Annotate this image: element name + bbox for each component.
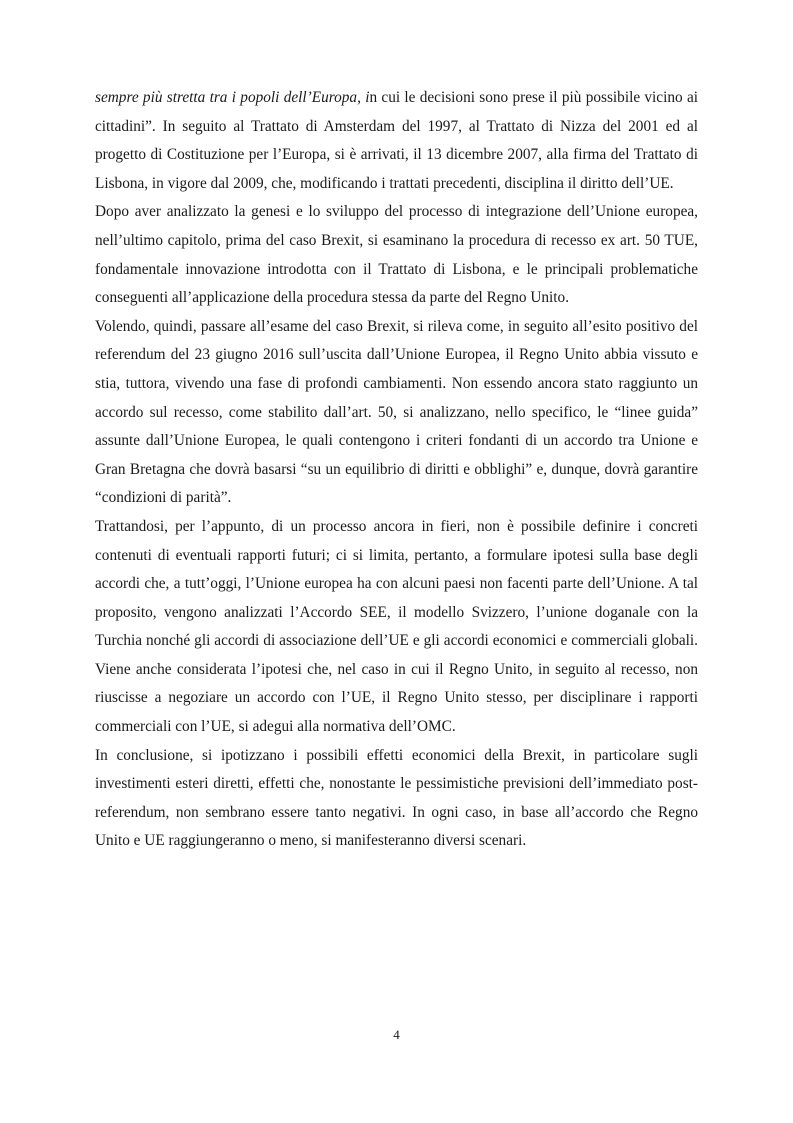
paragraph-4: Trattandosi, per l’appunto, di un processo ancora in fieri, non è possibile definire i concreti contenuti di eventuali rapporti futuri; ci si limita, pertanto, a formulare ipotesi sulla base degli accordi che, a tutt’oggi, l’Unione europea ha con alcuni paesi non facenti parte dell’Unione. A tal proposito, vengono analizzati l’Accordo SEE, il modello Svizzero, l’unione doganale con la Turchia nonché gli accordi di associazione dell’UE e gli accordi economici e commerciali globali. Viene anche considerata l’ipotesi che, nel caso in cui il Regno Unito, in seguito al recesso, non riuscisse a negoziare un accordo con l’UE, il Regno Unito stesso, per disciplinare i rapporti commerciali con l’UE, si adegui alla normativa dell’OMC. [95,517,698,736]
paragraph-1-text: n cui le decisioni sono prese il più possibile vicino ai cittadini”. In seguito al Trattato di Amsterdam del 1997, al Trattato di Nizza del 2001 ed al progetto di Costituzione per l’Europa, si è arrivati, il 13 dicembre 2007, alla firma del Trattato di Lisbona, in vigore dal 2009, che, modificando i trattati precedenti, disciplina il diritto dell’UE. [95,89,698,192]
paragraph-3: Volendo, quindi, passare all’esame del caso Brexit, si rileva come, in seguito all’esito positivo del referendum del 23 giugno 2016 sull’uscita dall’Unione Europea, il Regno Unito abbia vissuto e stia, tuttora, vivendo una fase di profondi cambiamenti. Non essendo ancora stato raggiunto un accordo sul recesso, come stabilito dall’art. 50, si analizzano, nello specifico, le “linee guida” assunte dall’Unione Europea, le quali contengono i criteri fondanti di un accordo tra Unione e Gran Bretagna che dovrà basarsi “su un equilibrio di diritti e obblighi” e, dunque, dovrà garantire “condizioni di parità”. [95,317,698,507]
paragraph-1-italic-lead: sempre più stretta tra i popoli dell’Europa, i [95,89,370,106]
paragraph-1 [95,84,698,198]
paragraph-5: In conclusione, si ipotizzano i possibili effetti economici della Brexit, in particolare sugli investimenti esteri diretti, effetti che, nonostante le pessimistiche previsioni dell’immediato post-referendum, non sembrano essere tanto negativi. In ogni caso, in base all’accordo che Regno Unito e UE raggiungeranno o meno, si manifesteranno diversi scenari. [95,746,698,850]
paragraph-2: Dopo aver analizzato la genesi e lo sviluppo del processo di integrazione dell’Unione europea, nell’ultimo capitolo, prima del caso Brexit, si esaminano la procedura di recesso ex art. 50 TUE, fondamentale innovazione introdotta con il Trattato di Lisbona, e le principali problematiche conseguenti all’applicazione della procedura stessa da parte del Regno Unito. [95,203,698,307]
body-text [95,84,698,856]
page-number: 4 [393,1027,400,1042]
